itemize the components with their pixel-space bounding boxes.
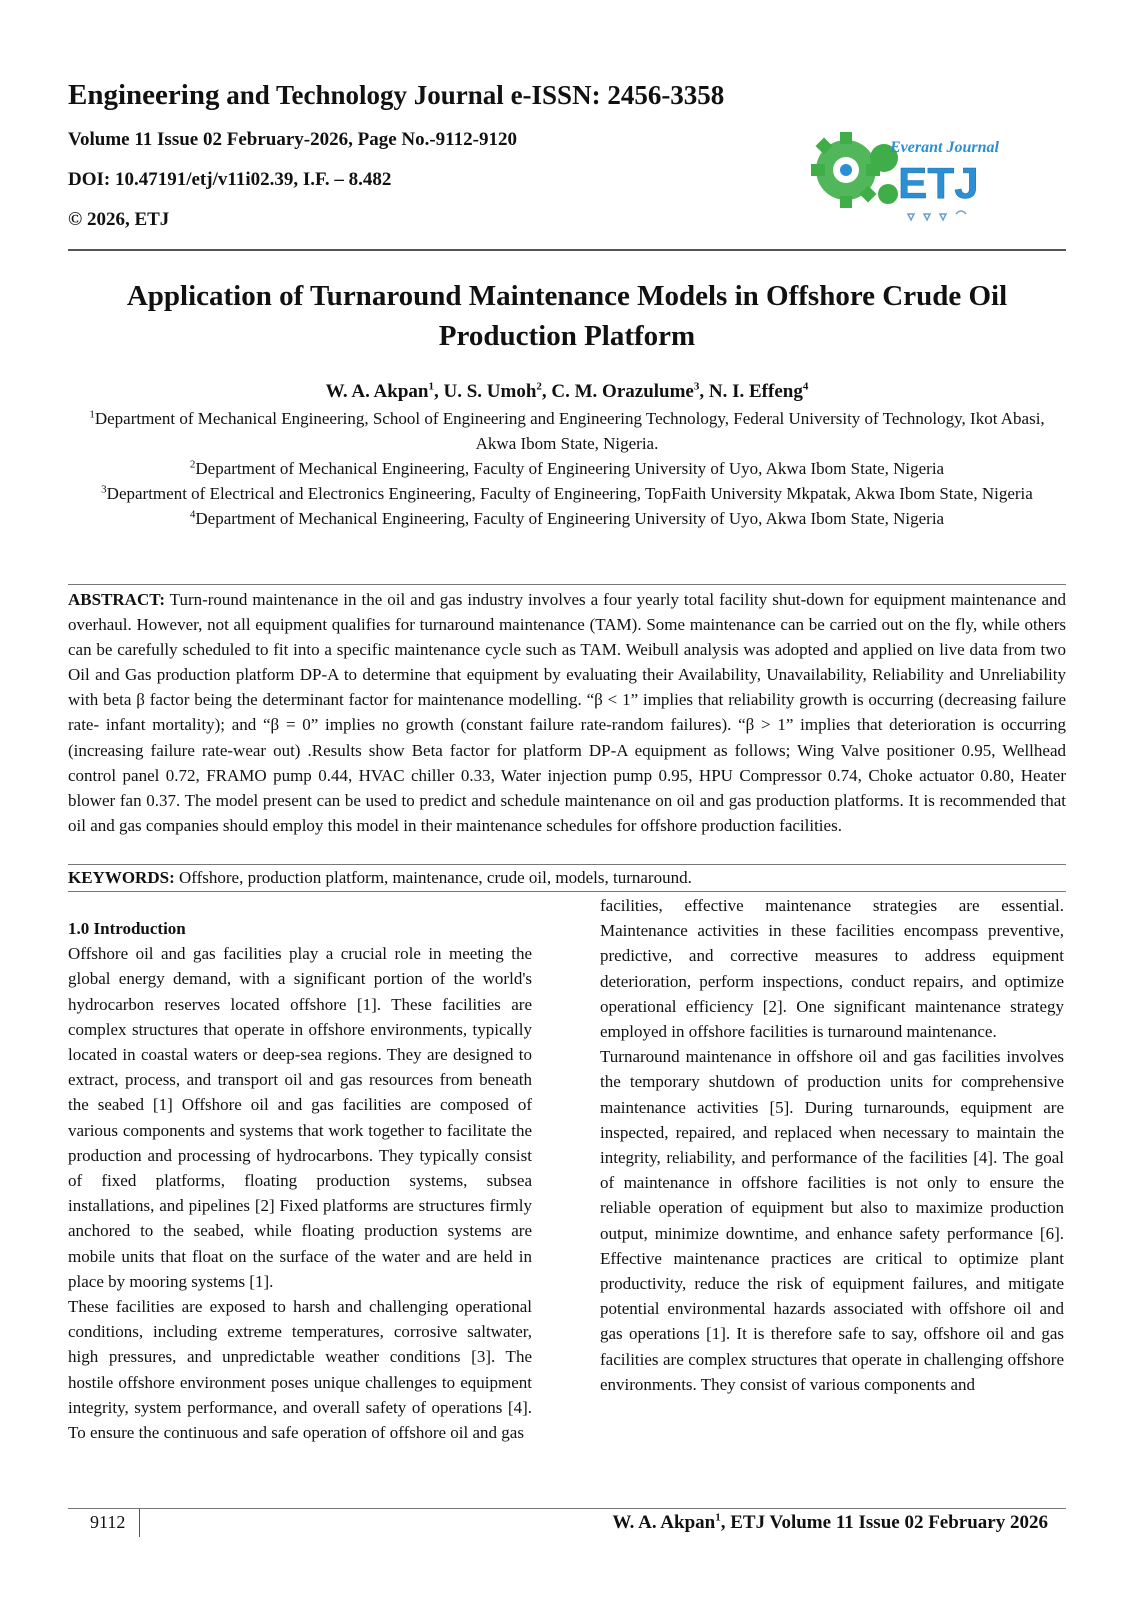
author-name: N. I. Effeng (708, 381, 803, 402)
author-name: W. A. Akpan (325, 381, 429, 402)
journal-title: Engineering and Technology Journal e-ISSN: 2456-3358 (68, 79, 725, 111)
keywords-text: Offshore, production platform, maintenance, crude oil, models, turnaround. (174, 868, 692, 887)
affiliation: $^4$Department of Mechanical Engineering, Faculty of Engineering University of Uyo, Akwa Ibom State, Nigeria (189, 508, 945, 528)
section-heading: 1.0 Introduction (68, 919, 186, 938)
header-rule (68, 249, 1066, 251)
journal-logo (806, 118, 1016, 228)
author-list: W. A. Akpan$^1$, U. S. Umoh$^2$, C. M. Orazulume$^3$, N. I. Effeng$^4$ (325, 380, 809, 402)
paper-title: Application of Turnaround Maintenance Models in Offshore Crude Oil Production Platform (126, 280, 1008, 352)
keywords (68, 866, 1066, 890)
affiliation: $^1$Department of Mechanical Engineering, School of Engineering and Engineering Technology, Federal University of Technology, Ikot Abasi, Akwa Ibom State, Nigeria. (89, 408, 1045, 453)
abstract-text: Turn-round maintenance in the oil and gas industry involves a four yearly total facility shut-down for equipment maintenance and overhaul. However, not all equipment qualifies for turnaround maintenance (TAM). Some maintenance can be carried out on the fly, while others can be carefully scheduled to fit into a specific maintenance cycle such as TAM. Weibull analysis was adopted and applied on live data from two Oil and Gas production platform DP-A to determine that equipment by evaluating their Availability, Unavailability, Reliability and Unreliability with beta β factor being the determinant factor for maintenance modelling. “β < 1” implies that reliability growth is occurring (decreasing failure rate- infant mortality); and “β = 0” implies no growth (constant failure rate-random failures). “β > 1” implies that deterioration is occurring (increasing failure rate-wear out) .Results show Beta factor for platform DP-A equipment as follows; Wing Valve positioner 0.95, Wellhead control panel 0.72, FRAMO pump 0.44, HVAC chiller 0.33, Water injection pump 0.95, HPU Compressor 0.74, Choke actuator 0.80, Heater blower fan 0.37. The model present can be used to predict and schedule maintenance on oil and gas production platforms. It is recommended that oil and gas companies should employ this model in their maintenance schedules for offshore production facilities. (68, 590, 1066, 835)
page-number: 9112 (90, 1512, 126, 1532)
journal-header (68, 78, 768, 230)
logo-top-text: Everant Journal (890, 139, 999, 156)
abstract (68, 587, 1066, 838)
body-column-right (600, 893, 1064, 1397)
body-paragraph: facilities, effective maintenance strategies are essential. Maintenance activities in these facilities encompass preventive, predictive, and corrective measures to address equipment deterioration, perform inspections, conduct repairs, and optimize operational efficiency [2]. One significant maintenance strategy employed in offshore facilities is turnaround maintenance. (600, 896, 1064, 1042)
author-name: U. S. Umoh (443, 381, 537, 402)
running-footer: W. A. Akpan$^1$, ETJ Volume 11 Issue 02 February 2026 (612, 1511, 1048, 1533)
affiliation: $^2$Department of Mechanical Engineering, Faculty of Engineering University of Uyo, Akwa Ibom State, Nigeria (189, 458, 945, 478)
abstract-top-rule (68, 584, 1066, 585)
author-name: C. M. Orazulume (551, 381, 694, 402)
affiliation-list (68, 406, 1066, 531)
abstract-label: ABSTRACT: (68, 590, 165, 609)
body-paragraph: Offshore oil and gas facilities play a crucial role in meeting the global energy demand, with a significant portion of the world's hydrocarbon reserves located offshore [1]. These facilities are complex structures that operate in offshore environments, typically located in coastal waters or deep-sea regions. They are designed to extract, process, and transport oil and gas resources from beneath the seabed [1] Offshore oil and gas facilities are composed of various components and systems that work together to facilitate the production and processing of hydrocarbons. They typically consist of fixed platforms, floating production systems, subsea installations, and pipelines [2] Fixed platforms are structures firmly anchored to the seabed, while floating production systems are mobile units that float on the surface of the water and are held in place by mooring systems [1]. (68, 944, 532, 1291)
keywords-rule (68, 891, 1066, 892)
affiliation: $^3$Department of Electrical and Electronics Engineering, Faculty of Engineering, TopFaith University Mkpatak, Akwa Ibom State, Nigeria (101, 483, 1033, 503)
body-column-left (68, 916, 532, 1445)
copyright-line: © 2026, ETJ (68, 209, 170, 230)
logo-main-text: ETJ (898, 159, 979, 208)
volume-line: Volume 11 Issue 02 February-2026, Page No.-9112-9120 (68, 129, 517, 150)
doi-line: DOI: 10.47191/etj/v11i02.39, I.F. – 8.482 (68, 169, 392, 190)
keywords-label: KEYWORDS: (68, 868, 175, 887)
footer-rule (68, 1508, 1066, 1509)
body-paragraph: These facilities are exposed to harsh and challenging operational conditions, including extreme temperatures, corrosive saltwater, high pressures, and unpredictable weather conditions [3]. The hostile offshore environment poses unique challenges to equipment integrity, system performance, and overall safety of operations [4]. To ensure the continuous and safe operation of offshore oil and gas (68, 1297, 532, 1443)
abstract-bottom-rule (68, 864, 1066, 865)
footer-divider (139, 1509, 140, 1537)
body-paragraph: Turnaround maintenance in offshore oil and gas facilities involves the temporary shutdown of production units for comprehensive maintenance activities [5]. During turnarounds, equipment are inspected, repaired, and replaced when necessary to maintain the integrity, reliability, and performance of the facilities [4]. The goal of maintenance in offshore facilities is not only to ensure the reliable operation of equipment but also to maximize production output, minimize downtime, and enhance safety performance [6]. Effective maintenance practices are critical to optimize plant productivity, reduce the risk of equipment failures, and mitigate potential environmental hazards associated with offshore oil and gas operations [1]. It is therefore safe to say, offshore oil and gas facilities are complex structures that operate in challenging offshore environments. They consist of various components and (600, 1047, 1064, 1394)
